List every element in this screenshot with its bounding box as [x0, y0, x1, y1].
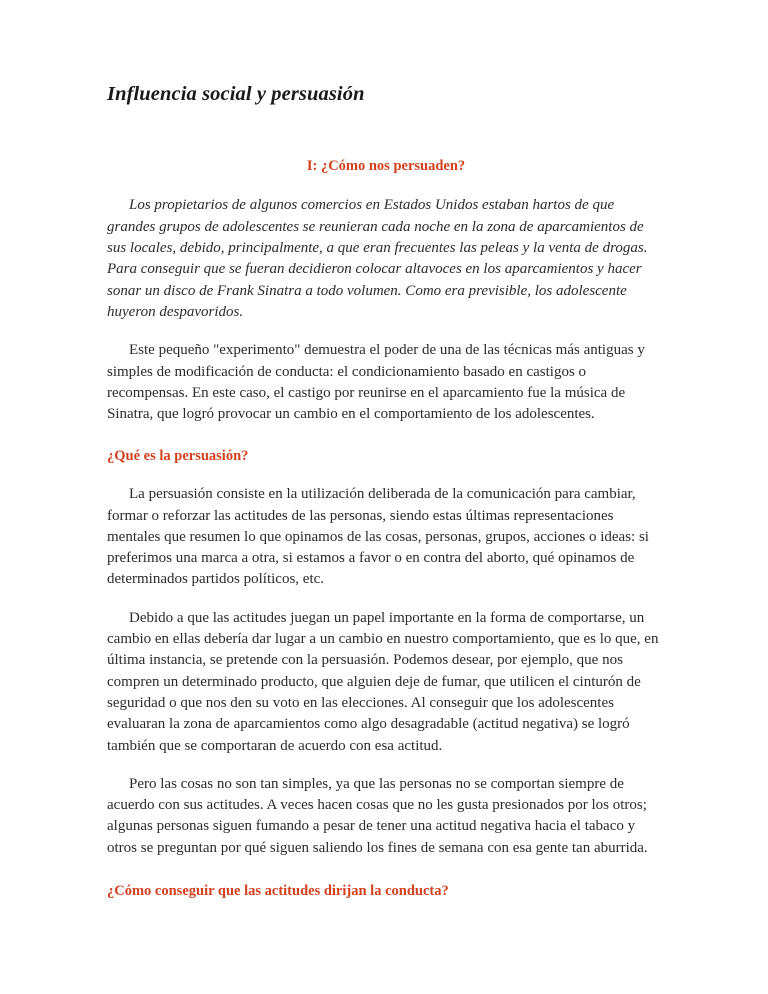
section-heading-como-conseguir-actitudes-dirijan-conducta: ¿Cómo conseguir que las actitudes dirijan la conducta?	[107, 883, 449, 899]
paragraph-experimento-condicionamiento: Este pequeño "experimento" demuestra el poder de una de las técnicas más antiguas y simples de modificación de conducta: el condicionamiento basado en castigos o recompensas. En este caso, el castigo por reunirse en el aparcamiento fue la música de Sinatra, que logró provocar un cambio en el comportamiento de los adolescentes.	[107, 342, 645, 423]
paragraph-actitudes-y-conducta: Debido a que las actitudes juegan un papel importante en la forma de comportarse, un cambio en ellas debería dar lugar a un cambio en nuestro comportamiento, que es lo que, en última instancia, se pretende con la persuasión. Podemos desear, por ejemplo, que nos compren un determinado producto, que alguien deje de fumar, que utilicen el cinturón de seguridad o que nos den su voto en las elecciones. Al conseguir que los adolescentes evaluaran la zona de aparcamientos como algo desagradable (actitud negativa) se logró también que se comportaran de acuerdo con esa actitud.	[107, 609, 659, 754]
page-title: Influencia social y persuasión	[107, 83, 365, 105]
spacer	[107, 466, 665, 484]
spacer	[107, 859, 665, 882]
section-heading-que-es-la-persuasion: ¿Qué es la persuasión?	[107, 448, 249, 465]
spacer	[107, 757, 665, 774]
paragraph-inconsistencia-actitudes: Pero las cosas no son tan simples, ya que las personas no se comportan siempre de acuerdo con sus actitudes. A veces hacen cosas que no les gusta presionados por los otros; algunas personas siguen fumando a pesar de tener una actitud negativa hacia el tabaco y otros se preguntan por qué siguen saliendo los fines de semana con esa gente tan aburrida.	[107, 775, 648, 856]
spacer	[107, 107, 665, 157]
spacer	[107, 591, 665, 608]
spacer	[107, 323, 665, 340]
paragraph-sinatra-anecdote: Los propietarios de algunos comercios en Estados Unidos estaban hartos de que grandes grupos de adolescentes se reunieran cada noche en la zona de aparcamientos de sus locales, debido, principalmente, a que eran frecuentes las peleas y la venta de drogas. Para conseguir que se fueran decidieron colocar altavoces en los aparcamientos y hacer sonar un disco de Frank Sinatra a todo volumen. Como era previsible, los adolescente huyeron despavoridos.	[107, 197, 648, 320]
paragraph-definicion-persuasion: La persuasión consiste en la utilización deliberada de la comunicación para cambiar, formar o reforzar las actitudes de las personas, siendo estas últimas representaciones mentales que resumen lo que opinamos de las cosas, personas, grupos, acciones o ideas: si preferimos una marca a otra, si estamos a favor o en contra del aborto, qué opinamos de determinados partidos políticos, etc.	[107, 486, 649, 588]
section-heading-como-nos-persuaden: I: ¿Cómo nos persuaden?	[306, 157, 466, 174]
spacer	[107, 175, 665, 195]
spacer	[107, 425, 665, 447]
